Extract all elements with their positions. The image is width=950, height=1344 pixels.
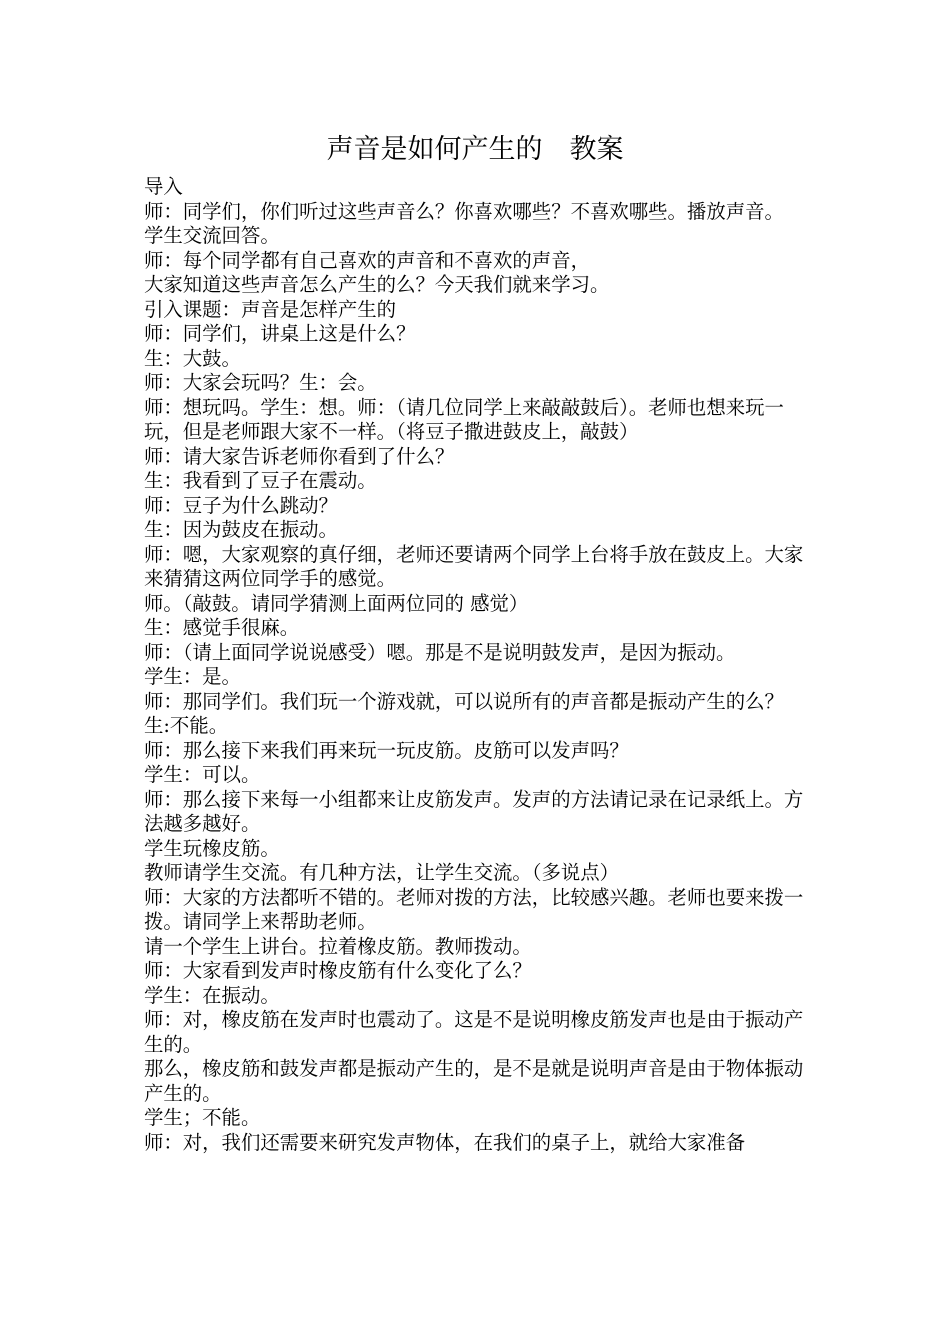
paragraph: 师：对，我们还需要来研究发声物体，在我们的桌子上，就给大家准备 [144,1130,746,1154]
paragraph: 那么，橡皮筋和鼓发声都是振动产生的，是不是就是说明声音是由于物体振动产生的。 [144,1057,804,1105]
paragraph: 生：因为鼓皮在振动。 [144,518,338,541]
paragraph: 师：那么接下来每一小组都来让皮筋发声。发声的方法请记录在记录纸上。方法越多越好。 [144,787,804,835]
paragraph: 师。（敲鼓。请同学猜测上面两位同的 感觉） [144,591,529,615]
paragraph: 师：大家看到发声时橡皮筋有什么变化了么？ [144,959,532,982]
paragraph: 学生：可以。 [144,763,261,786]
paragraph: 生：感觉手很麻。 [144,616,300,639]
paragraph: 师：大家的方法都听不错的。老师对拨的方法，比较感兴趣。老师也要来拨一拨。请同学上来帮助老师。 [144,885,804,933]
paragraph: 师：豆子为什么跳动？ [144,493,338,517]
paragraph: 学生：是。 [144,665,241,688]
paragraph: 师：那么接下来我们再来玩一玩皮筋。皮筋可以发声吗？ [144,738,629,762]
paragraph: 教师请学生交流。有几种方法，让学生交流。（多说点） [144,861,620,884]
paragraph: 师：大家会玩吗？生：会。 [144,371,377,394]
paragraph: 大家知道这些声音怎么产生的么？今天我们就来学习。 [144,273,610,296]
paragraph: 师：（请上面同学说说感受）嗯。那是不是说明鼓发声，是因为振动。 [144,640,736,664]
paragraph: 导入 [144,175,183,198]
paragraph: 师：对，橡皮筋在发声时也震动了。这是不是说明橡皮筋发声也是由于振动产生的。 [144,1008,804,1056]
document-body [144,175,810,1155]
paragraph: 学生玩橡皮筋。 [144,836,280,860]
paragraph: 师：同学们，讲桌上这是什么？ [144,322,416,345]
paragraph: 师：同学们，你们听过这些声音么？你喜欢哪些？不喜欢哪些。播放声音。 [144,199,784,223]
document-title: 声音是如何产生的 教案 [326,134,624,165]
paragraph: 师：嗯，大家观察的真仔细，老师还要请两个同学上台将手放在鼓皮上。大家来猜猜这两位同学手的感觉。 [144,542,804,590]
paragraph: 请一个学生上讲台。拉着橡皮筋。教师拨动。 [144,934,532,958]
paragraph: 学生交流回答。 [144,224,280,247]
paragraph: 学生；不能。 [144,1106,261,1129]
paragraph: 师：那同学们。我们玩一个游戏就，可以说所有的声音都是振动产生的么？ [144,689,784,713]
paragraph: 师：请大家告诉老师你看到了什么？ [144,444,455,468]
paragraph: 引入课题：声音是怎样产生的 [144,297,397,321]
paragraph: 学生：在振动。 [144,983,280,1007]
paragraph: 生:不能。 [144,714,229,737]
paragraph: 生：我看到了豆子在震动。 [144,469,377,492]
paragraph: 师：想玩吗。学生：想。师：（请几位同学上来敲敲鼓后）。老师也想来玩一玩，但是老师跟大家不一样。（将豆子撒进鼓皮上，敲鼓） [144,395,784,443]
paragraph: 生：大鼓。 [144,346,241,370]
paragraph: 师：每个同学都有自己喜欢的声音和不喜欢的声音， [144,248,590,272]
